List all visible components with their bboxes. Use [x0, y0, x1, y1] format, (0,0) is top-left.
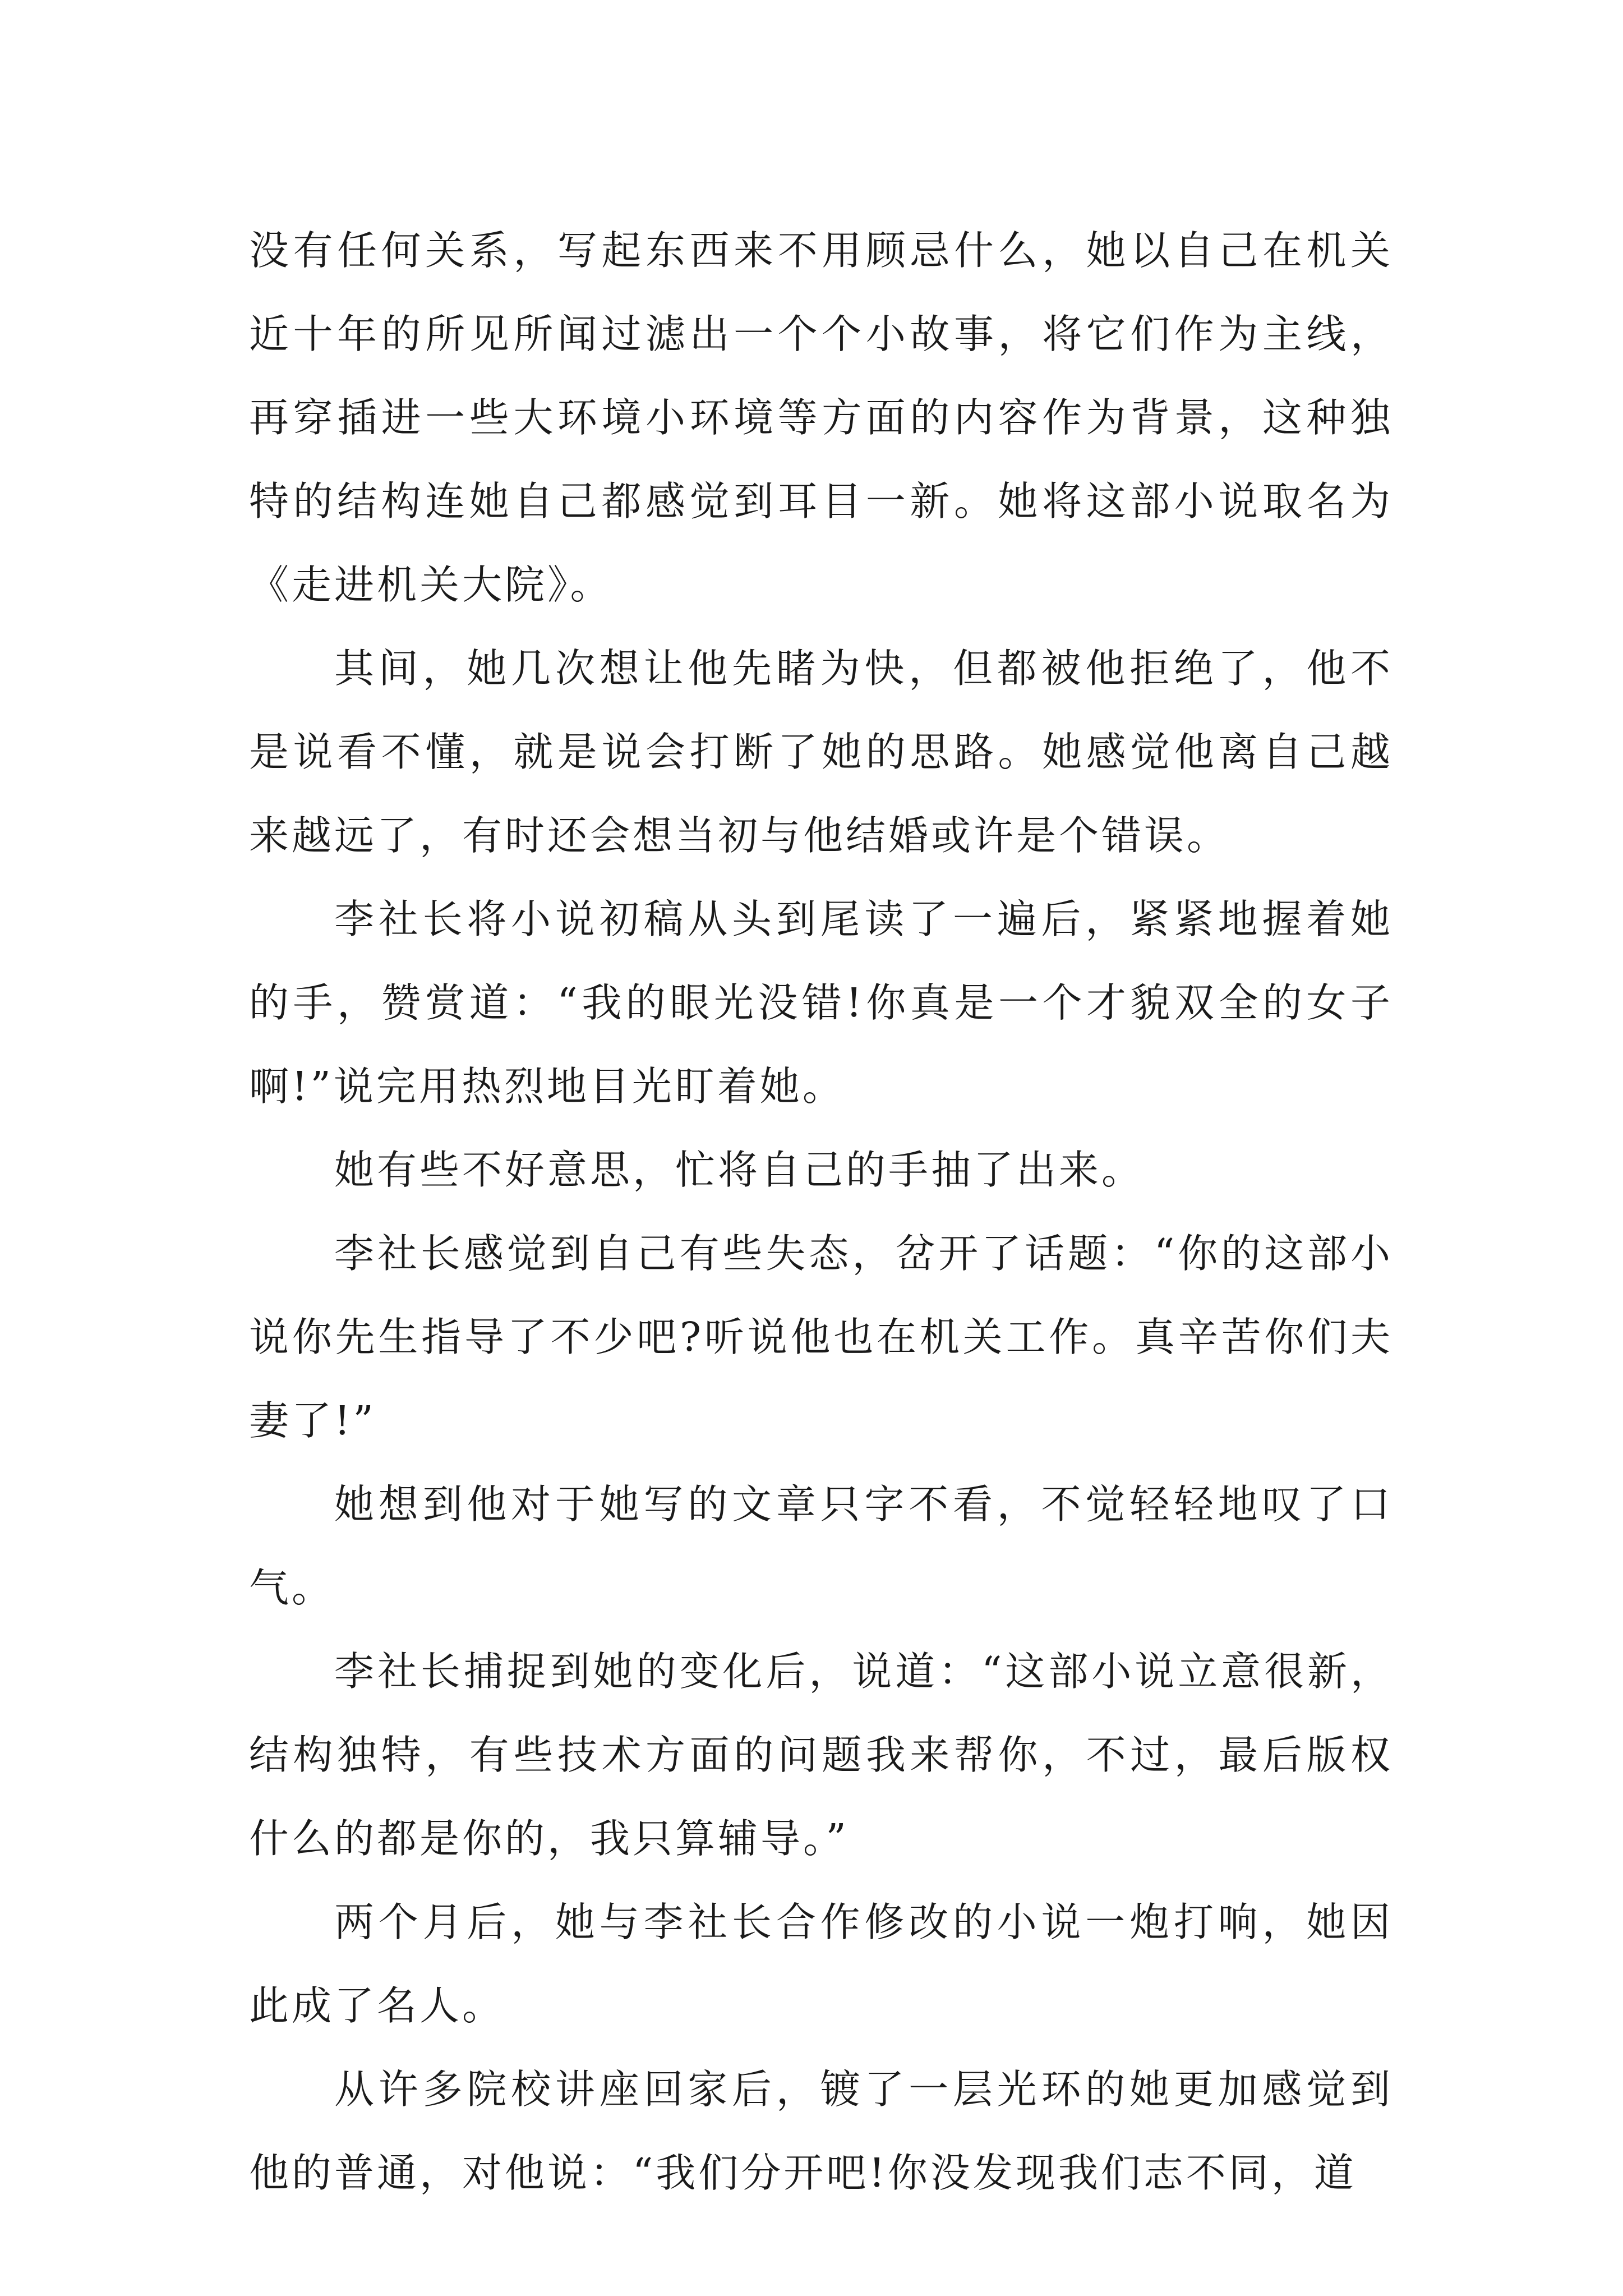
paragraph-6: 她想到他对于她写的文章只字不看，不觉轻轻地叹了口气。	[249, 1481, 1393, 1611]
paragraph-4: 她有些不好意思，忙将自己的手抽了出来。	[334, 1147, 1145, 1193]
paragraph-8: 两个月后，她与李社长合作修改的小说一炮打响，她因此成了名人。	[249, 1899, 1393, 2029]
paragraph-1: 没有任何关系，写起东西来不用顾忌什么，她以自己在机关近十年的所见所闻过滤出一个个小故事，将它们作为主线，再穿插进一些大环境小环境等方面的内容作为背景，这种独特的结构连她自己都感觉到耳目一新。她将这部小说取名为《走进机关大院》。	[249, 227, 1393, 608]
paragraph-7: 李社长捕捉到她的变化后，说道：“这部小说立意很新，结构独特，有些技术方面的问题我来帮你，不过，最后版权什么的都是你的，我只算辅导。”	[249, 1648, 1393, 1862]
paragraph-9: 从许多院校讲座回家后，镀了一层光环的她更加感觉到他的普通，对他说：“我们分开吧!你没发现我们志不同，道	[249, 2066, 1393, 2196]
body-text	[249, 209, 1393, 2215]
paragraph-5: 李社长感觉到自己有些失态，岔开了话题：“你的这部小说你先生指导了不少吧?听说他也在机关工作。真辛苦你们夫妻了!”	[249, 1230, 1393, 1444]
paragraph-3: 李社长将小说初稿从头到尾读了一遍后，紧紧地握着她的手，赞赏道：“我的眼光没错!你真是一个才貌双全的女子啊!”说完用热烈地目光盯着她。	[249, 896, 1393, 1110]
paragraph-2: 其间，她几次想让他先睹为快，但都被他拒绝了，他不是说看不懂，就是说会打断了她的思路。她感觉他离自己越来越远了，有时还会想当初与他结婚或许是个错误。	[249, 645, 1393, 859]
